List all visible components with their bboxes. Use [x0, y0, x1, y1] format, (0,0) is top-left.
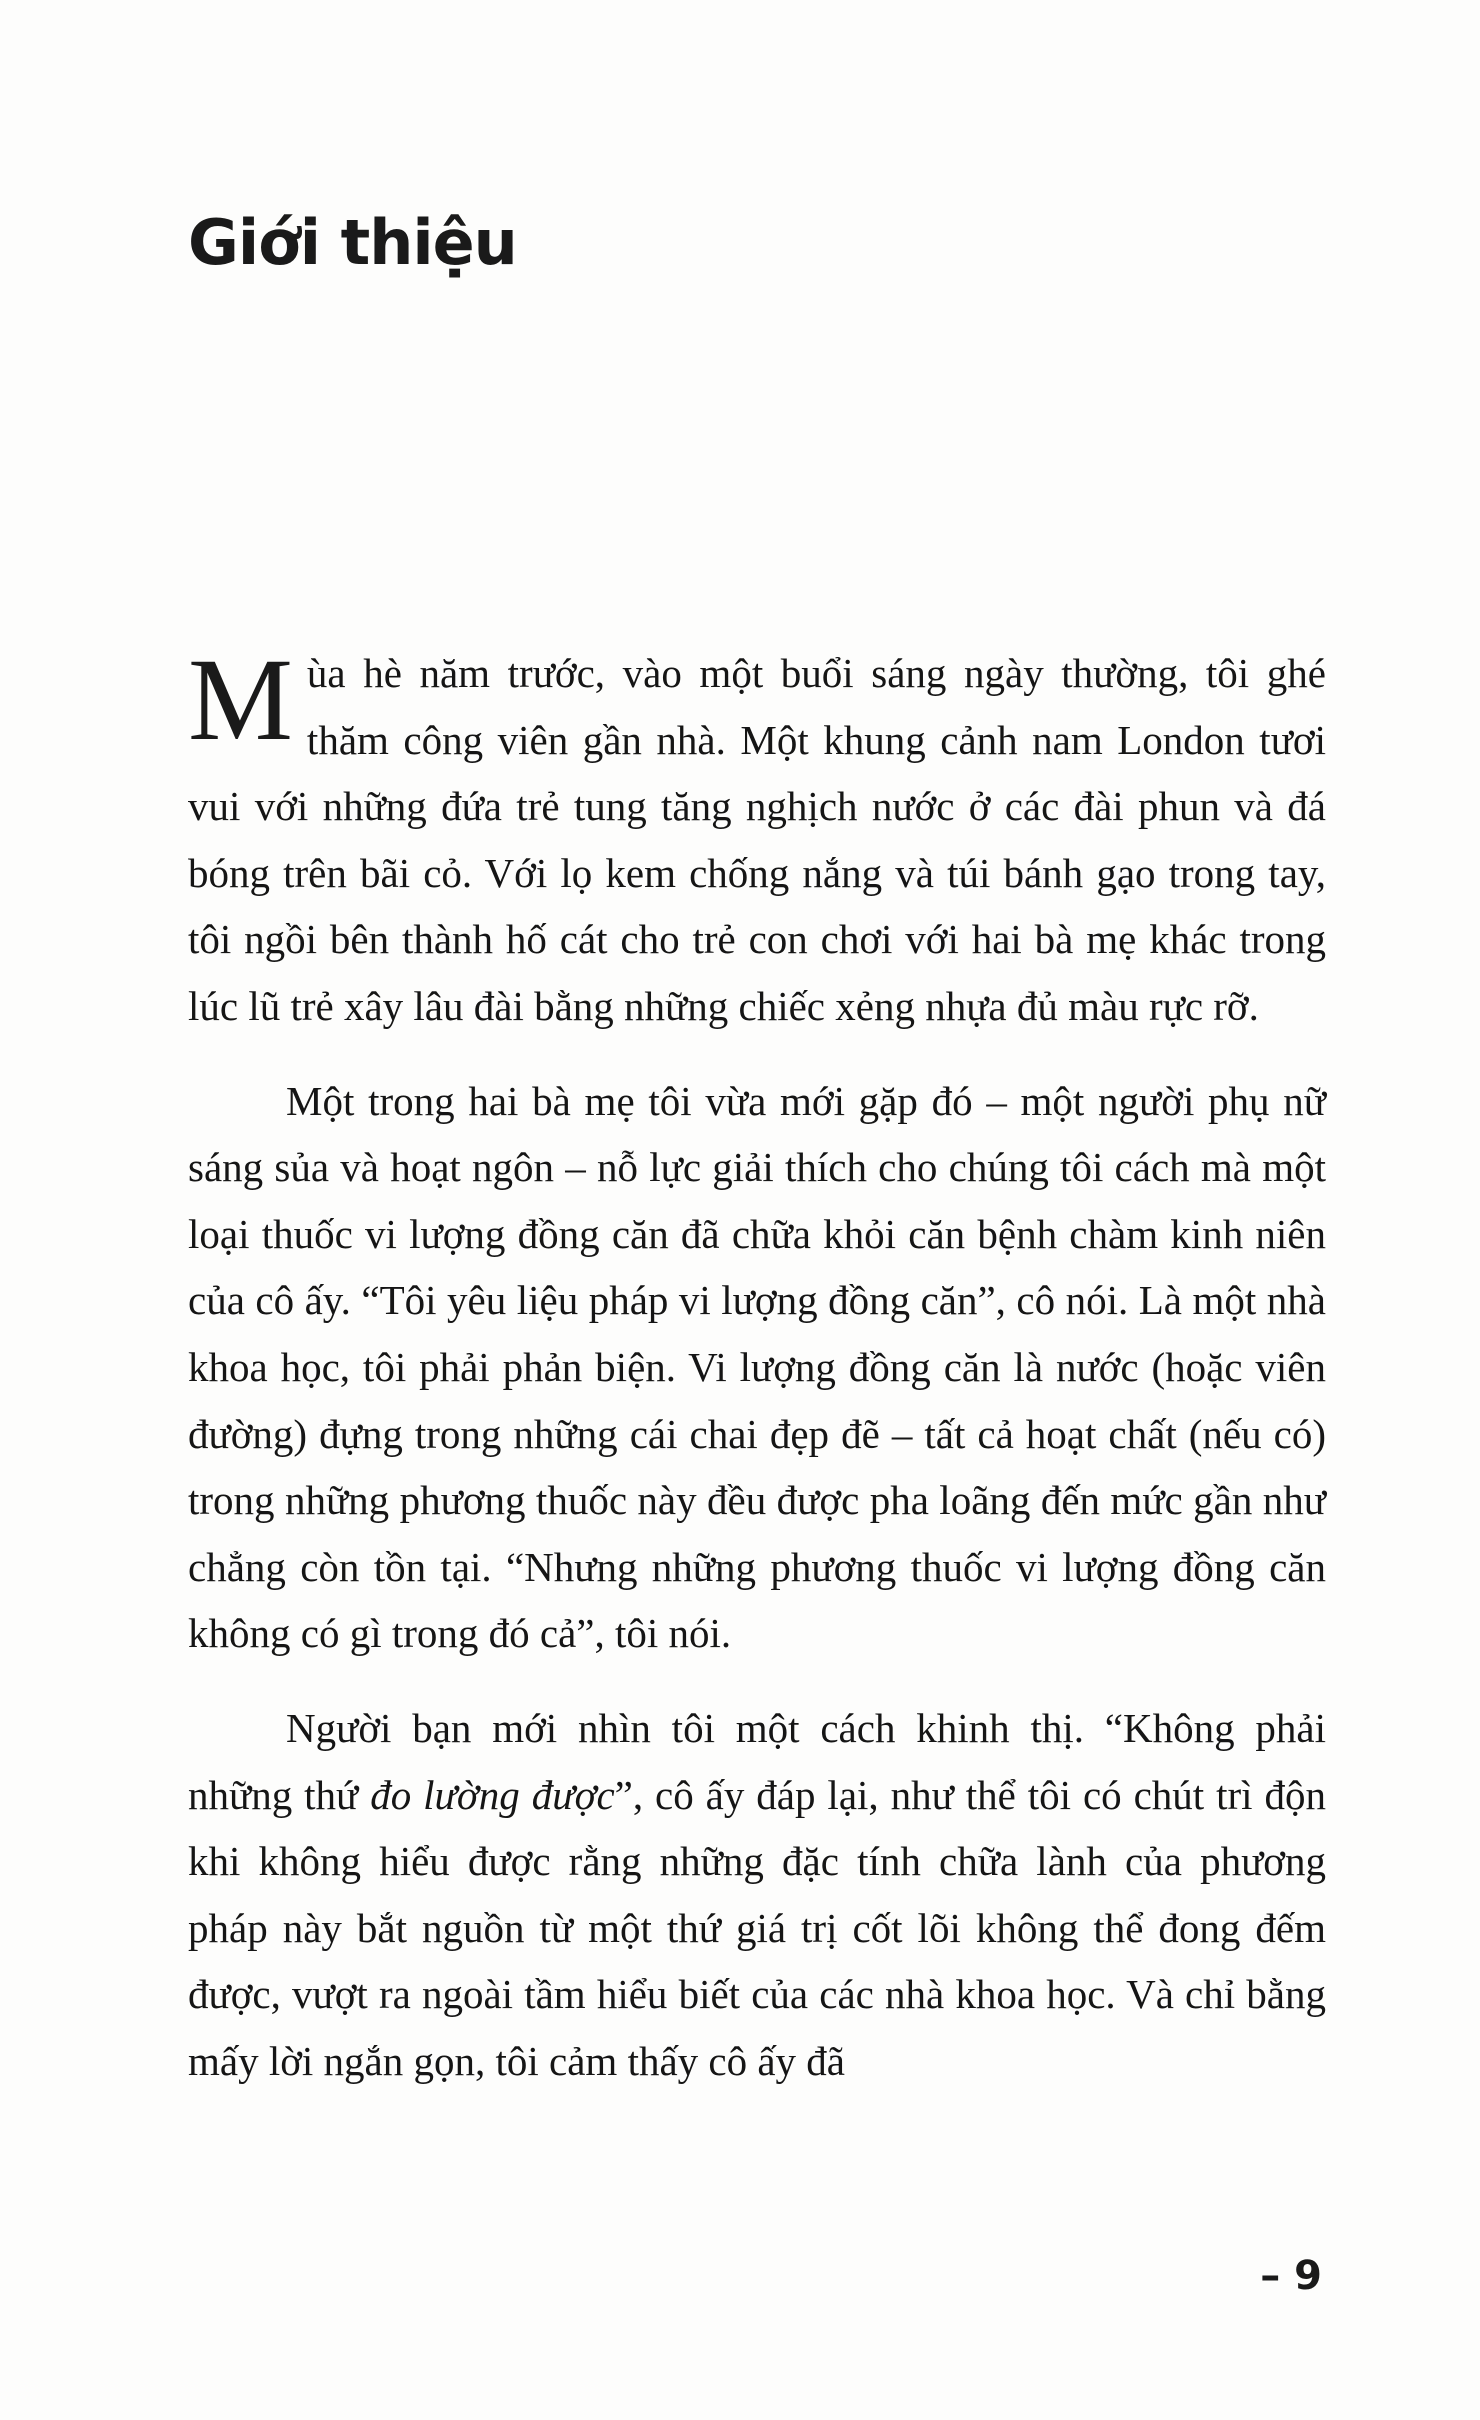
page-number: – 9 [1260, 2253, 1322, 2299]
paragraph-1-text: ùa hè năm trước, vào một buổi sáng ngày thường, tôi ghé thăm công viên gần nhà. Một khung cảnh nam London tươi vui với những đứa trẻ tung tăng nghịch nước ở các đài phun và đá bóng trên bãi cỏ. Với lọ kem chống nắng và túi bánh gạo trong tay, tôi ngồi bên thành hố cát cho trẻ con chơi với hai bà mẹ khác trong lúc lũ trẻ xây lâu đài bằng những chiếc xẻng nhựa đủ màu rực rỡ. [188, 650, 1326, 1029]
paragraph-3-before: Người bạn mới nhìn tôi một cách khinh thị. “Không phải những thứ [188, 1704, 1326, 1818]
drop-cap: M [188, 634, 293, 765]
paragraph-2: Một trong hai bà mẹ tôi vừa mới gặp đó – một người phụ nữ sáng sủa và hoạt ngôn – nỗ lực giải thích cho chúng tôi cách mà một loại thuốc vi lượng đồng căn đã chữa khỏi căn bệnh chàm kinh niên của cô ấy. “Tôi yêu liệu pháp vi lượng đồng căn”, cô nói. Là một nhà khoa học, tôi phải phản biện. Vi lượng đồng căn là nước (hoặc viên đường) đựng trong những cái chai đẹp đẽ – tất cả hoạt chất (nếu có) trong những phương thuốc này đều được pha loãng đến mức gần như chẳng còn tồn tại. “Nhưng những phương thuốc vi lượng đồng căn không có gì trong đó cả”, tôi nói. [188, 1077, 1326, 1657]
paragraph-3 [188, 1695, 1326, 2095]
paragraph-3-emphasis: đo lường được [370, 1771, 615, 1818]
paragraph-1 [188, 634, 1326, 1040]
body-text [188, 634, 1326, 2122]
paragraph-3-after: ”, cô ấy đáp lại, như thể tôi có chút trì độn khi không hiểu được rằng những đặc tính chữa lành của phương pháp này bắt nguồn từ một thứ giá trị cốt lõi không thể đong đếm được, vượt ra ngoài tầm hiểu biết của các nhà khoa học. Và chỉ bằng mấy lời ngắn gọn, tôi cảm thấy cô ấy đã [188, 1771, 1326, 2084]
chapter-title: Giới thiệu [188, 206, 517, 279]
